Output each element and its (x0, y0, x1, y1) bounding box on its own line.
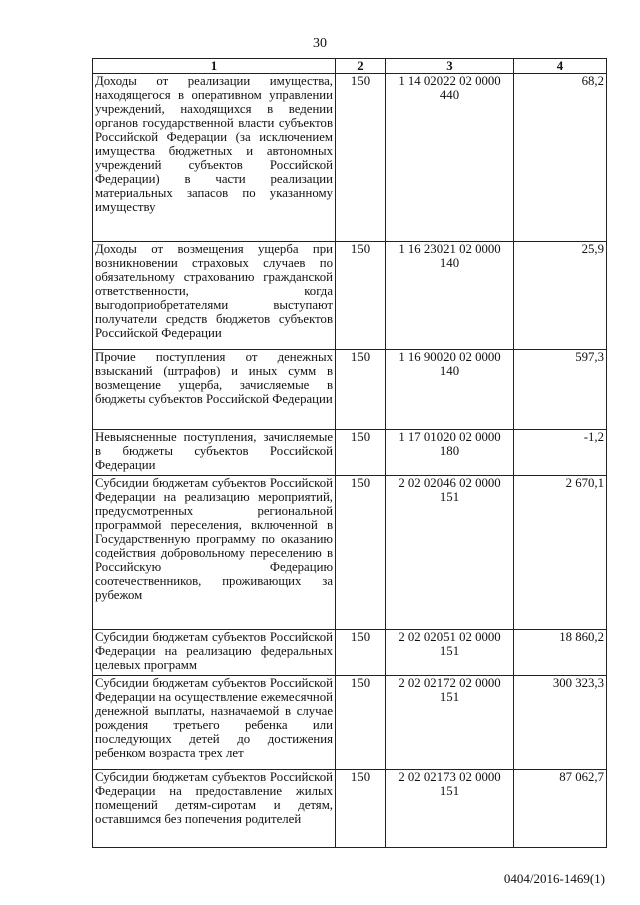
table-row (93, 430, 607, 476)
admin-code-cell: 150 (336, 74, 386, 242)
admin-code-cell: 150 (336, 476, 386, 630)
amount-cell: 300 323,3 (514, 676, 607, 770)
budget-code-cell: 2 02 02051 02 0000 151 (386, 630, 514, 676)
admin-code-cell: 150 (336, 676, 386, 770)
budget-code-cell: 2 02 02172 02 0000 151 (386, 676, 514, 770)
header-col-4: 4 (514, 59, 607, 74)
admin-code-cell: 150 (336, 242, 386, 350)
budget-code-cell: 1 16 23021 02 0000 140 (386, 242, 514, 350)
amount-cell: 18 860,2 (514, 630, 607, 676)
budget-code-cell: 1 17 01020 02 0000 180 (386, 430, 514, 476)
revenue-name-cell: Доходы от реализации имущества, находящегося в оперативном управлении учреждений, находящихся в ведении органов государственной власти субъектов Российской Федерации (за исключением имущества бюджетных и автономных учреждений субъектов Российской Федерации) в части реализации материальных запасов по указанному имуществу (93, 74, 336, 242)
revenue-name-cell: Невыясненные поступления, зачисляемые в бюджеты субъектов Российской Федерации (93, 430, 336, 476)
table-row (93, 476, 607, 630)
table-row (93, 630, 607, 676)
admin-code-cell: 150 (336, 770, 386, 848)
table-row (93, 770, 607, 848)
budget-code-cell: 1 14 02022 02 0000 440 (386, 74, 514, 242)
revenue-name-cell: Субсидии бюджетам субъектов Российской Федерации на реализацию федеральных целевых программ (93, 630, 336, 676)
admin-code-cell: 150 (336, 350, 386, 430)
budget-revenue-table (92, 58, 607, 848)
table-header-row (93, 59, 607, 74)
revenue-name-cell: Прочие поступления от денежных взысканий (штрафов) и иных сумм в возмещение ущерба, зачисляемые в бюджеты субъектов Российской Федерации (93, 350, 336, 430)
header-col-2: 2 (336, 59, 386, 74)
budget-code-cell: 2 02 02173 02 0000 151 (386, 770, 514, 848)
admin-code-cell: 150 (336, 630, 386, 676)
amount-cell: 87 062,7 (514, 770, 607, 848)
table-row (93, 676, 607, 770)
admin-code-cell: 150 (336, 430, 386, 476)
amount-cell: 68,2 (514, 74, 607, 242)
table-row (93, 350, 607, 430)
header-col-1: 1 (93, 59, 336, 74)
amount-cell: -1,2 (514, 430, 607, 476)
table-row (93, 242, 607, 350)
budget-code-cell: 1 16 90020 02 0000 140 (386, 350, 514, 430)
table-row (93, 74, 607, 242)
page-number: 30 (313, 36, 327, 51)
revenue-name-cell: Субсидии бюджетам субъектов Российской Федерации на осуществление ежемесячной денежной выплаты, назначаемой в случае рождения третьего ребенка или последующих детей до достижения ребенком возраста трех лет (93, 676, 336, 770)
amount-cell: 597,3 (514, 350, 607, 430)
header-col-3: 3 (386, 59, 514, 74)
budget-code-cell: 2 02 02046 02 0000 151 (386, 476, 514, 630)
amount-cell: 25,9 (514, 242, 607, 350)
document-registration-number: 0404/2016-1469(1) (503, 871, 605, 886)
revenue-name-cell: Субсидии бюджетам субъектов Российской Федерации на реализацию мероприятий, предусмотренных региональной программой переселения, включенной в Государственную программу по оказанию содействия добровольному переселению в Российскую Федерацию соотечественников, проживающих за рубежом (93, 476, 336, 630)
amount-cell: 2 670,1 (514, 476, 607, 630)
revenue-name-cell: Доходы от возмещения ущерба при возникновении страховых случаев по обязательному страхованию гражданской ответственности, когда выгодоприобретателями выступают получатели средств бюджетов субъектов Российской Федерации (93, 242, 336, 350)
revenue-name-cell: Субсидии бюджетам субъектов Российской Федерации на предоставление жилых помещений детям-сиротам и детям, оставшимся без попечения родителей (93, 770, 336, 848)
